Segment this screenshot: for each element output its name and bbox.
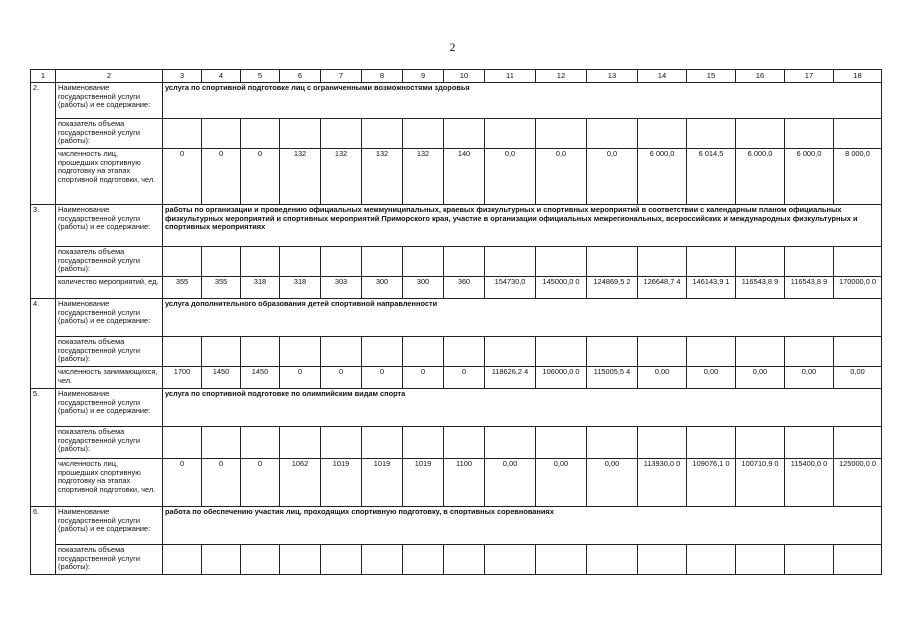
indicator-label: показатель объема государственной услуги (работы): — [56, 119, 163, 149]
metric-value: 146143,9 1 — [687, 277, 736, 299]
column-header: 6 — [280, 70, 321, 83]
empty-cell — [202, 247, 241, 277]
report-table — [30, 69, 882, 575]
empty-cell — [785, 427, 834, 459]
metric-value: 1700 — [163, 367, 202, 389]
metric-value: 113930,0 0 — [638, 459, 687, 507]
empty-cell — [362, 427, 403, 459]
column-header: 4 — [202, 70, 241, 83]
metric-value: 0 — [241, 459, 280, 507]
empty-cell — [736, 247, 785, 277]
empty-cell — [163, 119, 202, 149]
service-description: услуга по спортивной подготовке лиц с ограниченными возможностями здоровья — [163, 83, 882, 119]
metric-value: 0,0 — [587, 149, 638, 205]
metric-value: 132 — [321, 149, 362, 205]
empty-cell — [321, 427, 362, 459]
empty-cell — [485, 247, 536, 277]
column-header: 9 — [403, 70, 444, 83]
empty-cell — [444, 247, 485, 277]
metric-value: 300 — [403, 277, 444, 299]
empty-cell — [485, 545, 536, 575]
indicator-row — [31, 427, 882, 459]
service-description: работы по организации и проведению официальных межмуниципальных, краевых физкультурных и спортивных мероприятий в соответствии с календарным планом официальных физкультурных мероприятий и спортивных мероприятий Приморского края, участие в организации официальных межрегиональных, всероссийских и международных физкультурных и спортивных мероприятиях — [163, 205, 882, 247]
metric-row — [31, 149, 882, 205]
service-name-label: Наименование государственной услуги (работы) и ее содержание: — [56, 83, 163, 119]
empty-cell — [403, 247, 444, 277]
metric-value: 0,00 — [485, 459, 536, 507]
service-description: услуга по спортивной подготовке по олимпийским видам спорта — [163, 389, 882, 427]
empty-cell — [280, 247, 321, 277]
indicator-label: показатель объема государственной услуги (работы): — [56, 427, 163, 459]
metric-label: численность лиц, прошедших спортивную подготовку на этапах спортивной подготовки, чел. — [56, 459, 163, 507]
empty-cell — [241, 247, 280, 277]
metric-value: 8 000,0 — [834, 149, 882, 205]
empty-cell — [403, 119, 444, 149]
metric-value: 154730,0 — [485, 277, 536, 299]
indicator-row — [31, 337, 882, 367]
empty-cell — [403, 545, 444, 575]
empty-cell — [536, 247, 587, 277]
metric-value: 0,00 — [687, 367, 736, 389]
row-number: 6. — [31, 507, 56, 575]
metric-value: 115400,0 0 — [785, 459, 834, 507]
empty-cell — [536, 427, 587, 459]
metric-value: 132 — [403, 149, 444, 205]
empty-cell — [280, 119, 321, 149]
empty-cell — [587, 545, 638, 575]
service-name-label: Наименование государственной услуги (работы) и ее содержание: — [56, 507, 163, 545]
empty-cell — [202, 427, 241, 459]
metric-value: 124869,5 2 — [587, 277, 638, 299]
empty-cell — [587, 247, 638, 277]
empty-cell — [785, 247, 834, 277]
empty-cell — [736, 119, 785, 149]
empty-cell — [687, 119, 736, 149]
metric-value: 170000,0 0 — [834, 277, 882, 299]
empty-cell — [163, 337, 202, 367]
column-header: 5 — [241, 70, 280, 83]
metric-value: 0 — [202, 459, 241, 507]
metric-value: 126648,7 4 — [638, 277, 687, 299]
empty-cell — [202, 119, 241, 149]
empty-cell — [202, 337, 241, 367]
metric-value: 0,00 — [736, 367, 785, 389]
service-name-row — [31, 299, 882, 337]
metric-value: 0 — [202, 149, 241, 205]
metric-value: 0 — [163, 149, 202, 205]
empty-cell — [403, 337, 444, 367]
metric-value: 1019 — [321, 459, 362, 507]
metric-row — [31, 459, 882, 507]
metric-value: 318 — [280, 277, 321, 299]
empty-cell — [638, 545, 687, 575]
metric-value: 116543,8 9 — [785, 277, 834, 299]
metric-value: 116543,8 9 — [736, 277, 785, 299]
empty-cell — [638, 247, 687, 277]
metric-value: 0,00 — [834, 367, 882, 389]
metric-value: 0 — [241, 149, 280, 205]
metric-row — [31, 277, 882, 299]
service-description: работа по обеспечению участия лиц, проходящих спортивную подготовку, в спортивных соревнованиях — [163, 507, 882, 545]
empty-cell — [362, 247, 403, 277]
empty-cell — [444, 427, 485, 459]
metric-value: 355 — [163, 277, 202, 299]
empty-cell — [163, 427, 202, 459]
empty-cell — [241, 119, 280, 149]
service-name-label: Наименование государственной услуги (работы) и ее содержание: — [56, 299, 163, 337]
column-header: 15 — [687, 70, 736, 83]
empty-cell — [536, 545, 587, 575]
column-header: 11 — [485, 70, 536, 83]
empty-cell — [321, 337, 362, 367]
indicator-row — [31, 247, 882, 277]
metric-value: 140 — [444, 149, 485, 205]
empty-cell — [587, 119, 638, 149]
row-number: 2. — [31, 83, 56, 205]
empty-cell — [241, 427, 280, 459]
column-header: 14 — [638, 70, 687, 83]
indicator-label: показатель объема государственной услуги (работы): — [56, 247, 163, 277]
metric-value: 0 — [163, 459, 202, 507]
metric-value: 132 — [280, 149, 321, 205]
column-header: 1 — [31, 70, 56, 83]
metric-value: 360 — [444, 277, 485, 299]
service-description: услуга дополнительного образования детей спортивной направленности — [163, 299, 882, 337]
metric-value: 0,00 — [785, 367, 834, 389]
column-number-row — [31, 70, 882, 83]
column-header: 16 — [736, 70, 785, 83]
empty-cell — [785, 545, 834, 575]
metric-value: 6 014,5 — [687, 149, 736, 205]
column-header: 18 — [834, 70, 882, 83]
metric-value: 300 — [362, 277, 403, 299]
empty-cell — [736, 337, 785, 367]
empty-cell — [687, 337, 736, 367]
indicator-row — [31, 545, 882, 575]
metric-value: 100710,9 0 — [736, 459, 785, 507]
empty-cell — [736, 545, 785, 575]
metric-label: численность занимающихся, чел. — [56, 367, 163, 389]
empty-cell — [785, 119, 834, 149]
empty-cell — [638, 119, 687, 149]
service-name-label: Наименование государственной услуги (работы) и ее содержание: — [56, 205, 163, 247]
column-header: 8 — [362, 70, 403, 83]
page-number: 2 — [449, 40, 456, 54]
metric-value: 1019 — [362, 459, 403, 507]
empty-cell — [444, 545, 485, 575]
metric-value: 6 000,0 — [638, 149, 687, 205]
empty-cell — [362, 119, 403, 149]
empty-cell — [485, 119, 536, 149]
metric-value: 132 — [362, 149, 403, 205]
service-name-row — [31, 507, 882, 545]
metric-label: количество мероприятий, ед. — [56, 277, 163, 299]
column-header: 13 — [587, 70, 638, 83]
service-name-row — [31, 205, 882, 247]
empty-cell — [834, 247, 882, 277]
metric-value: 355 — [202, 277, 241, 299]
metric-value: 6 000,0 — [785, 149, 834, 205]
column-header: 2 — [56, 70, 163, 83]
empty-cell — [241, 545, 280, 575]
metric-row — [31, 367, 882, 389]
row-number: 3. — [31, 205, 56, 299]
metric-value: 0,0 — [536, 149, 587, 205]
empty-cell — [321, 119, 362, 149]
service-name-row — [31, 389, 882, 427]
empty-cell — [834, 545, 882, 575]
metric-value: 318 — [241, 277, 280, 299]
service-name-row — [31, 83, 882, 119]
metric-value: 1100 — [444, 459, 485, 507]
metric-value: 303 — [321, 277, 362, 299]
metric-value: 0 — [403, 367, 444, 389]
empty-cell — [687, 427, 736, 459]
empty-cell — [834, 427, 882, 459]
empty-cell — [202, 545, 241, 575]
empty-cell — [687, 545, 736, 575]
empty-cell — [444, 337, 485, 367]
metric-value: 6 000,0 — [736, 149, 785, 205]
empty-cell — [638, 427, 687, 459]
metric-value: 0,00 — [536, 459, 587, 507]
empty-cell — [163, 247, 202, 277]
metric-value: 0 — [444, 367, 485, 389]
indicator-row — [31, 119, 882, 149]
column-header: 17 — [785, 70, 834, 83]
empty-cell — [485, 427, 536, 459]
metric-value: 1450 — [202, 367, 241, 389]
empty-cell — [536, 119, 587, 149]
empty-cell — [362, 337, 403, 367]
empty-cell — [736, 427, 785, 459]
metric-value: 1062 — [280, 459, 321, 507]
metric-value: 0,0 — [485, 149, 536, 205]
empty-cell — [485, 337, 536, 367]
column-header: 12 — [536, 70, 587, 83]
column-header: 7 — [321, 70, 362, 83]
metric-value: 0,00 — [638, 367, 687, 389]
empty-cell — [587, 337, 638, 367]
empty-cell — [444, 119, 485, 149]
empty-cell — [280, 545, 321, 575]
empty-cell — [241, 337, 280, 367]
empty-cell — [638, 337, 687, 367]
empty-cell — [687, 247, 736, 277]
metric-value: 0,00 — [587, 459, 638, 507]
empty-cell — [834, 337, 882, 367]
empty-cell — [163, 545, 202, 575]
row-number: 4. — [31, 299, 56, 389]
row-number: 5. — [31, 389, 56, 507]
empty-cell — [280, 427, 321, 459]
empty-cell — [785, 337, 834, 367]
metric-value: 1450 — [241, 367, 280, 389]
metric-value: 106000,0 0 — [536, 367, 587, 389]
metric-value: 0 — [362, 367, 403, 389]
metric-value: 1019 — [403, 459, 444, 507]
empty-cell — [587, 427, 638, 459]
metric-label: численность лиц, прошедших спортивную подготовку на этапах спортивной подготовки, чел. — [56, 149, 163, 205]
empty-cell — [280, 337, 321, 367]
column-header: 3 — [163, 70, 202, 83]
metric-value: 109076,1 0 — [687, 459, 736, 507]
empty-cell — [362, 545, 403, 575]
column-header: 10 — [444, 70, 485, 83]
empty-cell — [834, 119, 882, 149]
metric-value: 145000,0 0 — [536, 277, 587, 299]
metric-value: 0 — [321, 367, 362, 389]
empty-cell — [321, 247, 362, 277]
indicator-label: показатель объема государственной услуги (работы): — [56, 337, 163, 367]
empty-cell — [403, 427, 444, 459]
empty-cell — [536, 337, 587, 367]
indicator-label: показатель объема государственной услуги (работы): — [56, 545, 163, 575]
empty-cell — [321, 545, 362, 575]
metric-value: 115005,5 4 — [587, 367, 638, 389]
service-name-label: Наименование государственной услуги (работы) и ее содержание: — [56, 389, 163, 427]
metric-value: 125000,0 0 — [834, 459, 882, 507]
metric-value: 0 — [280, 367, 321, 389]
metric-value: 118626,2 4 — [485, 367, 536, 389]
